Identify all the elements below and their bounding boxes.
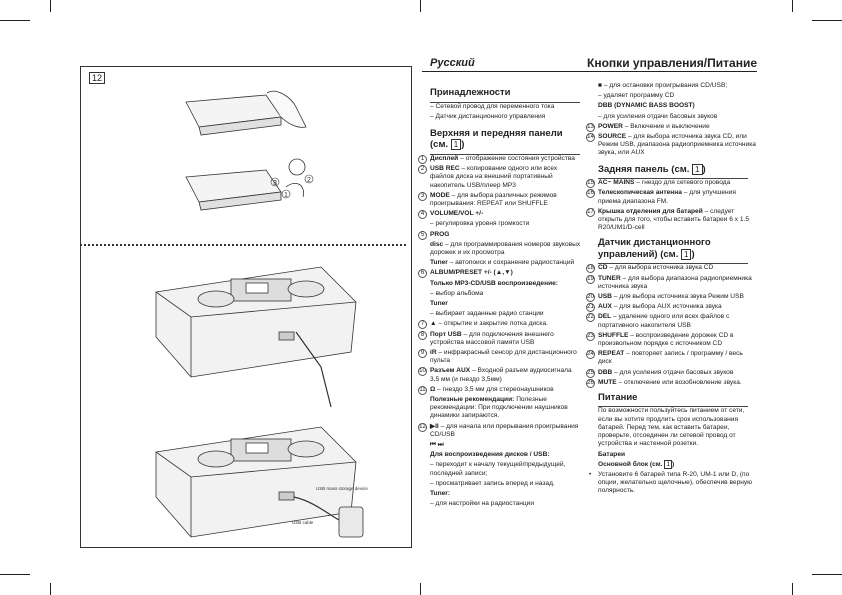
power-intro: По возможности пользуйтесь питанием от сети, если вы хотите продлить срок использования батарей. Перед тем, как вставить батареи, проверьте, отсоединен ли сетевой провод от устройства и настенной розетки. bbox=[598, 407, 745, 448]
item-number: 17 bbox=[587, 208, 594, 215]
item-text: – для улучшения приема диапазона FM. bbox=[598, 189, 736, 205]
batteries-label: Батареи bbox=[598, 450, 626, 458]
item-label: DBB bbox=[598, 368, 613, 376]
item-label: Дисплей bbox=[430, 154, 459, 162]
list-item bbox=[419, 290, 581, 298]
list-item bbox=[419, 461, 581, 477]
list-item bbox=[587, 369, 757, 377]
item-label: iR bbox=[430, 348, 437, 356]
list-item bbox=[587, 303, 757, 311]
item-text: – для усиления отдачи басовых звуков bbox=[612, 368, 734, 376]
item-number: 3 bbox=[418, 192, 427, 201]
item-label: Разъем AUX bbox=[430, 367, 471, 375]
list-item bbox=[419, 480, 581, 488]
item-label: USB bbox=[598, 292, 612, 300]
crop-mark bbox=[420, 583, 421, 595]
step-3-label: 3 bbox=[273, 180, 277, 187]
item-number: 19 bbox=[587, 275, 594, 282]
usb-cable-label: USB cable bbox=[292, 520, 314, 525]
list-item bbox=[587, 179, 757, 187]
list-item bbox=[419, 367, 581, 383]
item-text: – для выбора источника звука CD bbox=[607, 264, 714, 272]
item-label: PROG bbox=[430, 230, 450, 238]
item-text: – инфракрасный сенсор для дистанционного пульта bbox=[430, 348, 577, 365]
item-number: 21 bbox=[587, 304, 594, 311]
item-text: – копирование одного или всех файлов диска на внешний портативный накопитель USB/плеер MP3 bbox=[430, 165, 558, 189]
item-text: – регулировка уровня громкости bbox=[430, 220, 530, 228]
item-label: Tuner bbox=[430, 299, 448, 307]
item-label: AUX bbox=[598, 303, 612, 311]
usb-mass-storage-label: USB mass storage device bbox=[316, 486, 368, 491]
item-text: – отображение состояния устройства bbox=[458, 154, 575, 162]
item-label: DEL bbox=[598, 313, 612, 321]
list-item bbox=[587, 123, 757, 131]
item-text: – выбирает заданные радио станции bbox=[430, 310, 544, 318]
column-right bbox=[587, 82, 757, 496]
front-top-list bbox=[419, 155, 581, 509]
back-panel-list bbox=[587, 179, 757, 232]
list-item bbox=[587, 113, 757, 121]
crop-mark bbox=[50, 0, 51, 12]
item-text: – для остановки проигрывания CD/USB; bbox=[601, 82, 728, 89]
item-label: Tuner bbox=[430, 259, 448, 267]
item-text: – для подключения внешнего устройства массовой памяти USB bbox=[430, 330, 554, 346]
item-label: Только MP3-CD/USB воспроизведение: bbox=[430, 279, 558, 287]
illustration bbox=[81, 67, 411, 547]
list-item bbox=[587, 332, 757, 348]
item-label: Ω bbox=[430, 385, 436, 393]
list-item bbox=[587, 189, 757, 205]
list-item bbox=[419, 259, 581, 267]
controls-list-continued bbox=[587, 82, 757, 158]
list-item bbox=[419, 280, 581, 288]
remote-heading: Датчик дистанционного управлений) (см. 1 ) bbox=[598, 237, 711, 260]
item-text: – Входной разъем аудиосигнала 3,5 мм (и гнездо 3,5мм) bbox=[430, 367, 572, 383]
step-2-label: 2 bbox=[307, 177, 311, 184]
item-label: CD bbox=[598, 264, 608, 272]
item-text: – открытие и закрытие лотка диска. bbox=[436, 320, 548, 328]
boombox-illustration-bottom bbox=[156, 427, 363, 537]
remote-list bbox=[587, 264, 757, 387]
item-text: – автопоиск и сохранение радиостанций bbox=[447, 259, 575, 267]
item-number: 24 bbox=[587, 351, 594, 358]
item-label: ■ bbox=[598, 82, 602, 89]
list-item bbox=[587, 92, 757, 100]
item-text: – для выбора диапазона радиоприемника источника звука bbox=[598, 274, 752, 290]
item-text: – повторяет запись / программу / весь диск bbox=[598, 350, 743, 366]
item-number: 1 bbox=[418, 155, 427, 164]
item-text: – для выбора различных режимов проигрывания: REPEAT или SHUFFLE bbox=[430, 191, 557, 207]
main-unit-label: Основной блок (см. 1 ) bbox=[598, 460, 675, 468]
item-text: – Включение и выключение bbox=[622, 122, 710, 130]
item-number: 20 bbox=[587, 293, 594, 300]
list-item bbox=[419, 331, 581, 347]
item-label: MODE bbox=[430, 191, 450, 199]
item-text: – для выбора источника звука CD, или Режим USB, диапазона радиоприемника источника звука, или AUX bbox=[598, 133, 756, 157]
list-item bbox=[419, 320, 581, 328]
item-number: 18 bbox=[587, 265, 594, 272]
item-number: 26 bbox=[587, 379, 594, 386]
list-item bbox=[419, 500, 581, 508]
item-label: Телескопическая антенна bbox=[598, 189, 682, 197]
item-text: – гнездо 3,5 мм для стереонаушников bbox=[435, 385, 554, 393]
accessories-heading: Принадлежности bbox=[430, 87, 511, 98]
item-label: POWER bbox=[598, 122, 623, 130]
list-item bbox=[419, 349, 581, 365]
item-text: Полезные рекомендации: При подключении наушников динамики запираются. bbox=[430, 395, 568, 420]
list-item bbox=[587, 264, 757, 272]
item-label: REPEAT bbox=[598, 350, 625, 358]
list-item bbox=[419, 300, 581, 308]
item-label: USB REC bbox=[430, 165, 460, 173]
figure-ref: 1 bbox=[681, 249, 691, 260]
list-item bbox=[419, 441, 581, 449]
list-item bbox=[587, 350, 757, 366]
item-label: disc bbox=[430, 240, 444, 248]
list-item bbox=[587, 275, 757, 291]
item-label: AC~ MAINS bbox=[598, 179, 635, 187]
item-label: Полезные рекомендации: bbox=[430, 395, 515, 403]
figure-ref: 1 bbox=[451, 139, 461, 150]
item-number: 22 bbox=[587, 314, 594, 321]
header-rule bbox=[422, 71, 757, 72]
figure-number: 12 bbox=[89, 72, 105, 84]
item-number: 12 bbox=[419, 423, 426, 430]
item-label: VOLUME/VOL +/- bbox=[430, 210, 484, 218]
item-number: 13 bbox=[587, 123, 594, 130]
crop-mark bbox=[420, 0, 421, 12]
list-item bbox=[419, 396, 581, 421]
item-label: ALBUM/PRESET +/- (▲,▼) bbox=[430, 269, 513, 277]
crop-mark bbox=[0, 20, 30, 21]
item-number: 5 bbox=[418, 231, 427, 240]
item-label: ⏮ ⏭ bbox=[430, 441, 444, 448]
front-top-heading-text: Верхняя и передняя панели (см. bbox=[430, 127, 563, 151]
list-item bbox=[419, 155, 581, 163]
item-text: – просматривает запись вперед и назад. bbox=[430, 479, 555, 487]
page-title: Кнопки управления/Питание bbox=[587, 56, 757, 70]
item-label: DBB (DYNAMIC BASS BOOST) bbox=[598, 102, 695, 110]
list-item bbox=[587, 379, 757, 387]
item-number: 4 bbox=[418, 210, 427, 219]
list-item bbox=[587, 82, 757, 90]
item-number: 14 bbox=[587, 134, 594, 141]
front-top-heading: Верхняя и передняя панели (см. 1 ) bbox=[430, 127, 563, 151]
remote-heading-text: Датчик дистанционного управлений) (см. bbox=[598, 237, 711, 260]
item-text: – для выбора источника звука Режим USB bbox=[611, 292, 744, 300]
list-item bbox=[419, 423, 581, 439]
item-text: – следует открыть для того, чтобы вставить батареи 6 x 1.5 R20/UM1/D-cell bbox=[598, 207, 750, 232]
crop-mark bbox=[50, 583, 51, 595]
list-item bbox=[419, 165, 581, 190]
item-text: – гнездо для сетевого провода bbox=[634, 179, 731, 187]
item-number: 8 bbox=[418, 331, 427, 340]
figure-ref: 1 bbox=[666, 460, 671, 468]
crop-mark bbox=[792, 0, 793, 12]
item-text: – переходит к началу текущей/предыдущей, последней записи; bbox=[430, 461, 566, 477]
item-label: Tuner: bbox=[430, 490, 451, 498]
remote-battery-illustration bbox=[186, 91, 306, 210]
accessory-item: – Сетевой провод для переменного тока bbox=[430, 102, 555, 110]
language-label: Русский bbox=[430, 57, 475, 69]
battery-instruction: • Установите 6 батарей типа R-20, UM-1 или D, (по опции, желательно щелочные), обеспечив верную полярность. bbox=[587, 471, 757, 496]
item-label: Порт USB bbox=[430, 330, 462, 338]
item-text: – для настройки на радиостанции bbox=[430, 500, 535, 508]
item-text: – для программирования номеров звуковых дорожек и их просмотра bbox=[430, 240, 581, 256]
list-item bbox=[419, 310, 581, 318]
list-item bbox=[419, 192, 581, 208]
item-label: Для воспроизведения дисков / USB: bbox=[430, 451, 550, 459]
item-number: 2 bbox=[418, 165, 427, 174]
list-item bbox=[587, 208, 757, 233]
item-label: ▶II bbox=[430, 422, 439, 430]
list-item bbox=[419, 490, 581, 498]
item-label: SOURCE bbox=[598, 133, 627, 141]
item-label: Крышка отделения для батарей bbox=[598, 207, 703, 215]
item-text: – для начала или прерывания проигрывания CD/USB bbox=[430, 422, 579, 438]
item-text: – воспроизведение дорожек CD в произвольном порядке с источником CD bbox=[598, 331, 734, 347]
list-item bbox=[419, 210, 581, 218]
back-panel-heading-text: Задняя панель (см. bbox=[598, 163, 690, 175]
figure-panel bbox=[80, 66, 412, 548]
power-heading: Питание bbox=[598, 391, 638, 403]
item-number: 16 bbox=[587, 190, 594, 197]
crop-mark bbox=[812, 20, 842, 21]
item-text: – выбор альбома bbox=[430, 289, 484, 297]
boombox-illustration-top bbox=[156, 267, 356, 407]
item-number: 9 bbox=[418, 349, 427, 358]
item-text: – для выбора AUX источника звука bbox=[611, 303, 722, 311]
item-number: 15 bbox=[587, 180, 594, 187]
item-number: 23 bbox=[587, 332, 594, 339]
item-label: TUNER bbox=[598, 274, 621, 282]
item-text: – для усиления отдачи басовых звуков bbox=[598, 112, 718, 120]
item-number: 7 bbox=[418, 320, 427, 329]
step-1-label: 1 bbox=[284, 192, 288, 199]
list-item bbox=[419, 220, 581, 228]
list-item bbox=[419, 386, 581, 394]
item-text: – отключение или возобновление звука. bbox=[616, 378, 742, 386]
item-number: 11 bbox=[419, 386, 426, 393]
list-item bbox=[419, 231, 581, 239]
item-number: 6 bbox=[418, 269, 427, 278]
item-number: 25 bbox=[587, 369, 594, 376]
main-unit-label-text: Основной блок (см. bbox=[598, 460, 663, 468]
list-item bbox=[587, 133, 757, 158]
dotted-divider bbox=[80, 244, 406, 246]
back-panel-heading: Задняя панель (см. 1 ) bbox=[598, 163, 706, 175]
item-text: – удаление одного или всех файлов с портативного накопителя USB bbox=[598, 313, 730, 329]
item-label: MUTE bbox=[598, 378, 617, 386]
list-item bbox=[587, 313, 757, 329]
list-item bbox=[419, 269, 581, 277]
figure-ref: 1 bbox=[692, 164, 702, 175]
crop-mark bbox=[792, 583, 793, 595]
accessory-item: – Датчик дистанционного управления bbox=[430, 112, 546, 120]
list-item bbox=[587, 102, 757, 110]
crop-mark bbox=[0, 574, 30, 575]
item-label: SHUFFLE bbox=[598, 331, 629, 339]
list-item bbox=[419, 241, 581, 257]
item-text: – удаляет программу CD bbox=[598, 92, 675, 100]
list-item bbox=[587, 293, 757, 301]
crop-mark bbox=[812, 574, 842, 575]
column-left bbox=[419, 82, 581, 510]
list-item bbox=[419, 451, 581, 459]
item-number: 10 bbox=[419, 368, 426, 375]
item-label: ▲ bbox=[430, 320, 437, 328]
